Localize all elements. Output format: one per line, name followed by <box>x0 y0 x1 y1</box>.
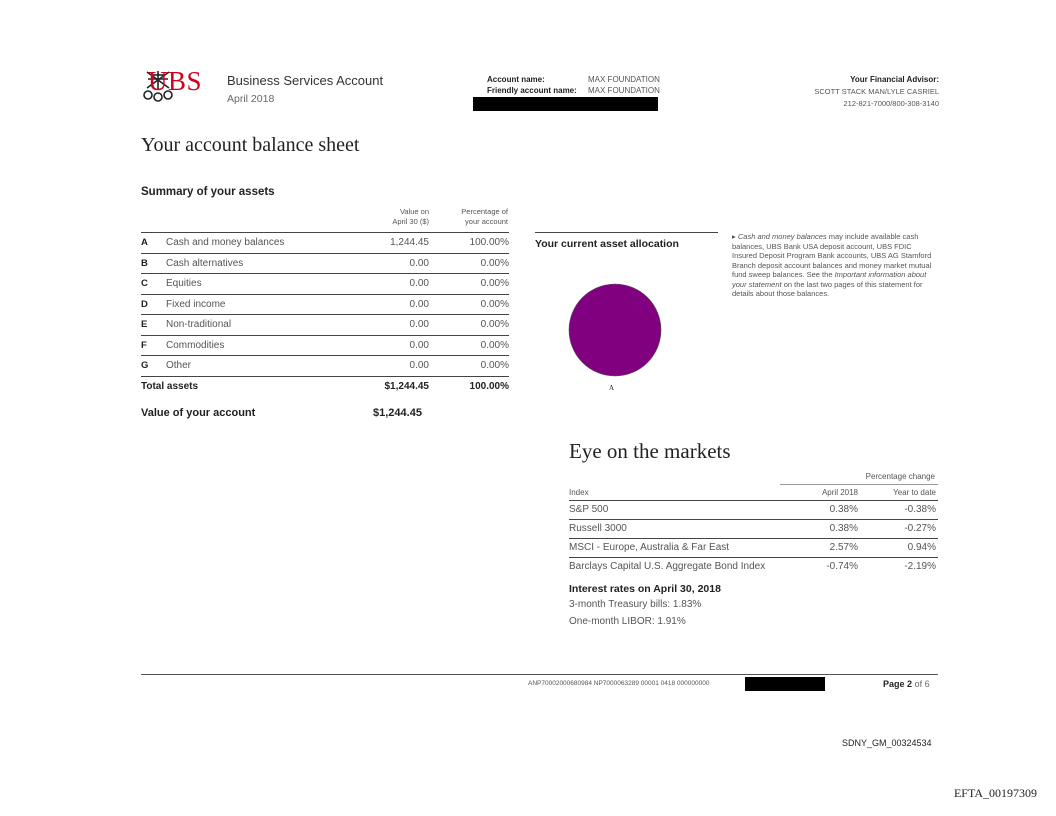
column-header-index: Index <box>569 488 589 497</box>
asset-name: Cash and money balances <box>166 237 285 248</box>
asset-percentage: 0.00% <box>480 298 509 310</box>
bates-number: SDNY_GM_00324534 <box>842 738 932 748</box>
index-month-change: 0.38% <box>829 523 858 534</box>
asset-value: 0.00 <box>409 257 429 269</box>
markets-header-divider <box>780 484 938 485</box>
asset-percentage: 0.00% <box>480 278 509 289</box>
note-emphasis: Cash and money balances <box>737 232 827 241</box>
account-value: $1,244.45 <box>373 407 422 419</box>
total-assets-value: $1,244.45 <box>384 380 429 392</box>
summary-title: Summary of your assets <box>141 186 275 198</box>
asset-name: Commodities <box>166 339 225 351</box>
column-header-value <box>361 207 429 227</box>
allocation-divider <box>535 232 718 233</box>
column-header-ytd: Year to date <box>893 488 936 497</box>
asset-letter: G <box>141 360 149 371</box>
allocation-note <box>732 232 932 299</box>
advisor-names: SCOTT STACK MAN/LYLE CASRIEL <box>814 87 939 96</box>
index-month-change: -0.74% <box>826 561 858 572</box>
friendly-name-label: Friendly account name: <box>487 86 577 95</box>
table-row <box>569 538 938 557</box>
asset-name: Other <box>166 360 192 371</box>
index-name: S&P 500 <box>569 504 609 515</box>
column-header-pct-line2: your account <box>465 217 508 226</box>
statement-period: April 2018 <box>227 93 275 105</box>
efta-number: EFTA_00197309 <box>953 786 1037 800</box>
page-number <box>883 679 930 689</box>
table-row <box>141 253 509 274</box>
page-title: Your account balance sheet <box>141 134 360 156</box>
total-assets-percentage: 100.00% <box>469 380 509 392</box>
asset-letter: F <box>141 339 147 351</box>
redaction-bar <box>745 677 825 691</box>
redaction-bar <box>473 97 658 111</box>
treasury-rate: 3-month Treasury bills: 1.83% <box>569 599 702 610</box>
index-month-change: 2.57% <box>829 542 858 553</box>
column-header-pct-line1: Percentage of <box>461 207 508 216</box>
index-name: Barclays Capital U.S. Aggregate Bond Index <box>569 561 766 572</box>
column-header-month: April 2018 <box>821 488 858 497</box>
document-code: ANP70002000680984 NP7000063289 00001 0418 000000000 <box>528 680 710 687</box>
table-row <box>141 314 509 335</box>
asset-value: 0.00 <box>409 319 429 330</box>
table-row <box>569 519 938 538</box>
account-value-label: Value of your account <box>141 407 256 419</box>
asset-percentage: 0.00% <box>480 339 509 351</box>
table-row <box>141 335 509 356</box>
table-row <box>569 557 938 576</box>
column-header-value-line2: April 30 ($) <box>392 217 429 226</box>
asset-letter: A <box>141 237 148 248</box>
pie-slice-cash <box>569 284 661 376</box>
index-month-change: 0.38% <box>829 504 858 515</box>
asset-percentage: 0.00% <box>480 360 509 371</box>
asset-value: 0.00 <box>409 339 429 351</box>
note-emphasis: Important information about your statement <box>732 270 927 289</box>
index-name: MSCI - Europe, Australia & Far East <box>569 542 730 553</box>
asset-summary-table <box>141 232 509 399</box>
pie-slice-label: A <box>609 384 615 392</box>
advisor-phone: 212-821-7000/800-308-3140 <box>843 99 939 108</box>
friendly-name-value: MAX FOUNDATION <box>588 86 660 95</box>
asset-value: 1,244.45 <box>390 237 429 248</box>
asset-name: Non-traditional <box>166 319 232 330</box>
footer-divider <box>141 674 938 675</box>
markets-title: Eye on the markets <box>569 439 731 463</box>
asset-name: Fixed income <box>166 298 226 310</box>
total-assets-row <box>141 376 509 399</box>
allocation-title: Your current asset allocation <box>535 238 679 250</box>
asset-value: 0.00 <box>409 278 429 289</box>
asset-name: Cash alternatives <box>166 257 244 269</box>
markets-table <box>569 500 938 576</box>
page-label: Page <box>883 679 905 689</box>
asset-value: 0.00 <box>409 360 429 371</box>
asset-name: Equities <box>166 278 202 289</box>
index-ytd-change: 0.94% <box>907 542 936 553</box>
index-ytd-change: -0.38% <box>904 504 936 515</box>
index-ytd-change: -0.27% <box>904 523 936 534</box>
table-row <box>141 294 509 315</box>
index-name: Russell 3000 <box>569 523 627 534</box>
interest-rates-title: Interest rates on April 30, 2018 <box>569 583 721 595</box>
asset-letter: E <box>141 319 148 330</box>
asset-letter: B <box>141 257 148 269</box>
index-ytd-change: -2.19% <box>904 561 936 572</box>
note-text: may include available cash balances, UBS Bank USA deposit account, UBS FDIC Insured Deposit Program Bank accounts, UBS AG Stamford Branch deposit account balances and money market mutual fund sweep balances. See the <box>732 232 932 279</box>
percentage-change-header: Percentage change <box>865 472 935 481</box>
asset-percentage: 0.00% <box>480 257 509 269</box>
bullet-arrow-icon: ▸ <box>732 232 738 241</box>
advisor-label: Your Financial Advisor: <box>850 75 939 84</box>
table-row <box>141 355 509 376</box>
asset-letter: C <box>141 278 148 289</box>
asset-letter: D <box>141 298 148 310</box>
ubs-logo-text: UBS <box>148 66 203 96</box>
column-header-value-line1: Value on <box>399 207 429 216</box>
column-header-percentage <box>440 207 508 227</box>
table-row <box>141 232 509 253</box>
page-total: of 6 <box>914 679 930 689</box>
asset-value: 0.00 <box>409 298 429 310</box>
account-type: Business Services Account <box>227 73 384 88</box>
allocation-pie-chart <box>567 282 663 378</box>
page-current: 2 <box>907 679 913 689</box>
asset-percentage: 0.00% <box>480 319 509 330</box>
asset-percentage: 100.00% <box>469 237 509 248</box>
note-text: on the last two pages of this statement for details about those balances. <box>732 279 923 298</box>
account-name-label: Account name: <box>487 75 545 84</box>
table-row <box>569 500 938 519</box>
account-name-value: MAX FOUNDATION <box>588 75 660 84</box>
total-assets-label: Total assets <box>141 380 199 392</box>
libor-rate: One-month LIBOR: 1.91% <box>569 616 686 627</box>
table-row <box>141 273 509 294</box>
